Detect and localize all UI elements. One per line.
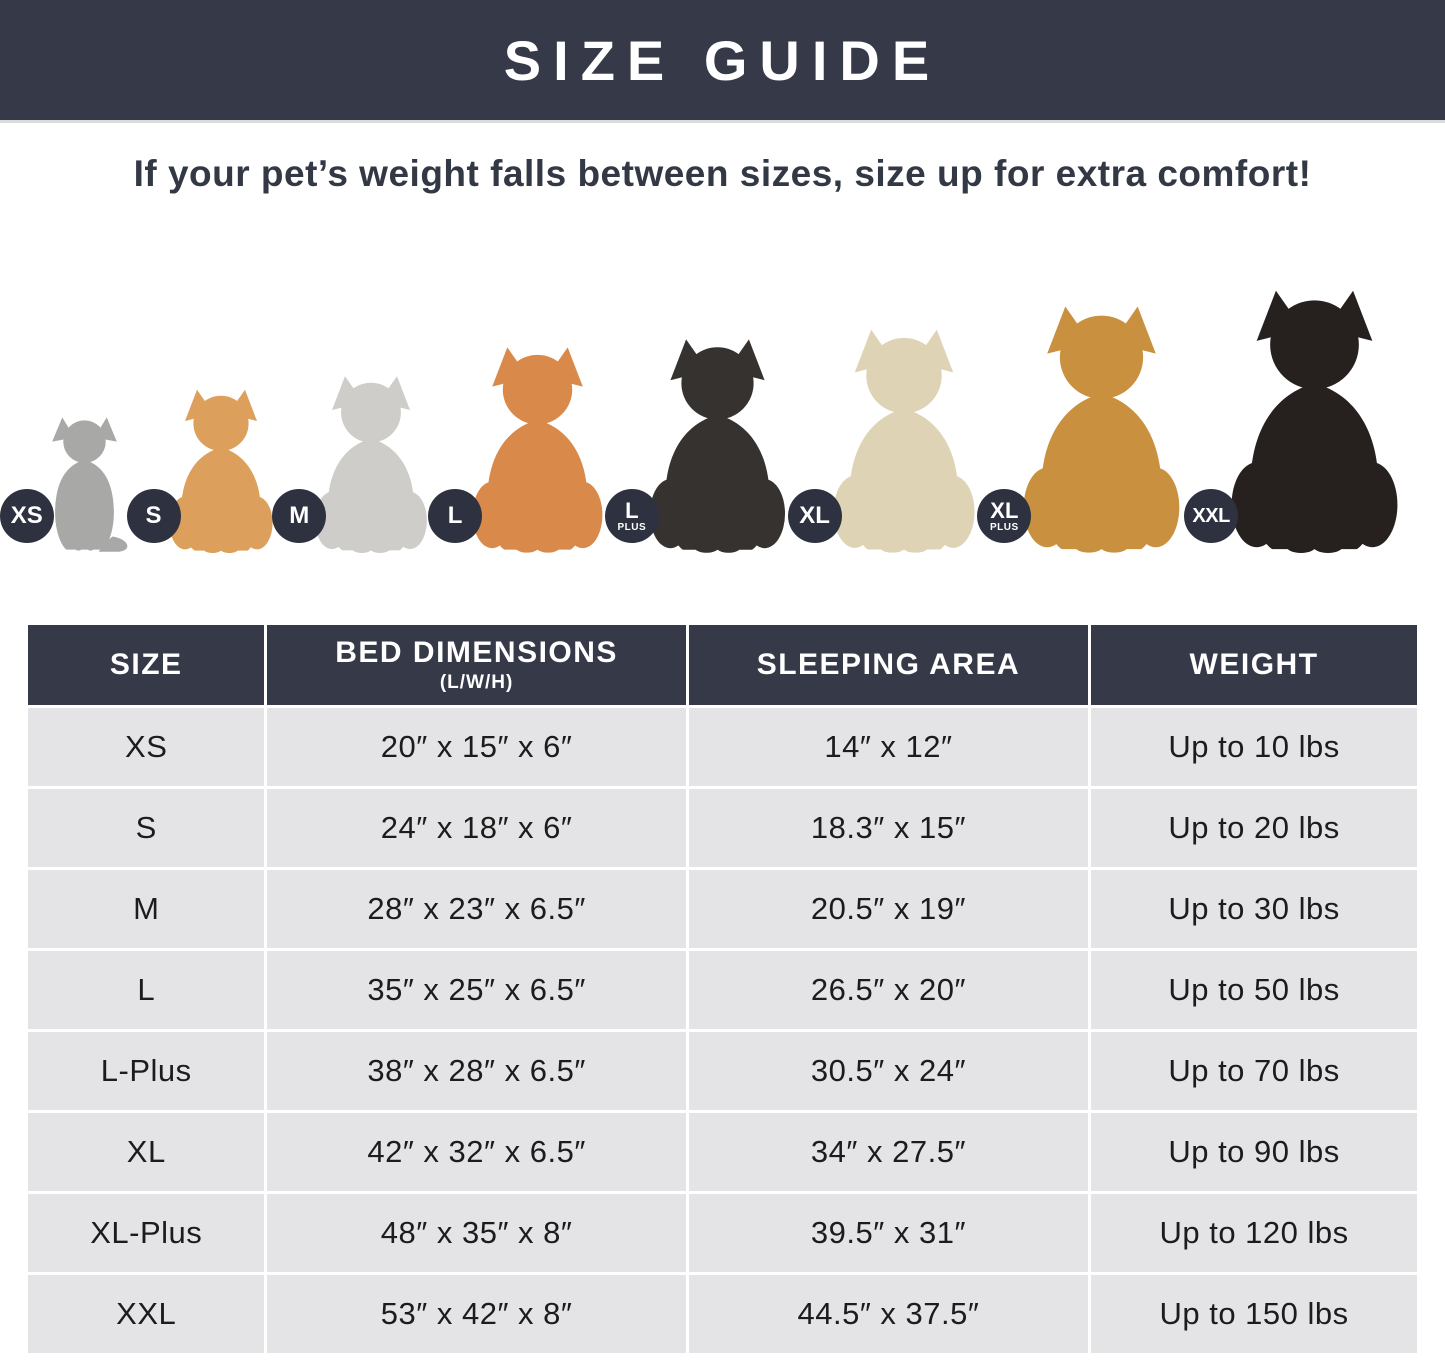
cell-l-plus-weight: Up to 70 lbs bbox=[1091, 1032, 1417, 1110]
cell-xl-plus-weight: Up to 120 lbs bbox=[1091, 1194, 1417, 1272]
cell-s-bed: 24″ x 18″ x 6″ bbox=[267, 789, 685, 867]
size-badge-xl-plus bbox=[977, 489, 1031, 543]
dog-illustration bbox=[1218, 283, 1411, 553]
table-header-weight: WEIGHT bbox=[1091, 625, 1417, 705]
size-badge-xxl bbox=[1184, 489, 1238, 543]
table-header-sleeping-area: SLEEPING AREA bbox=[689, 625, 1088, 705]
cell-l-plus-size: L-Plus bbox=[28, 1032, 264, 1110]
cell-l-bed: 35″ x 25″ x 6.5″ bbox=[267, 951, 685, 1029]
size-badge-xl bbox=[788, 489, 842, 543]
pet-labrador bbox=[799, 323, 986, 553]
table-header-bed-main: BED DIMENSIONS bbox=[335, 636, 618, 669]
dog-illustration bbox=[1011, 299, 1192, 553]
badge-label: L bbox=[625, 497, 639, 523]
pet-figure bbox=[10, 411, 135, 553]
dog-illustration bbox=[462, 341, 613, 553]
size-badge-xs bbox=[0, 489, 54, 543]
cell-l-size: L bbox=[28, 951, 264, 1029]
cell-xl-sleeping: 34″ x 27.5″ bbox=[689, 1113, 1088, 1191]
cell-m-size: M bbox=[28, 870, 264, 948]
pet-french-bulldog bbox=[289, 371, 436, 553]
cell-l-sleeping: 26.5″ x 20″ bbox=[689, 951, 1088, 1029]
pet-pomeranian bbox=[145, 385, 281, 553]
cell-s-sleeping: 18.3″ x 15″ bbox=[689, 789, 1088, 867]
badge-label: M bbox=[289, 502, 310, 529]
cell-xl-bed: 42″ x 32″ x 6.5″ bbox=[267, 1113, 685, 1191]
pet-cat bbox=[10, 411, 135, 553]
cell-xl-plus-sleeping: 39.5″ x 31″ bbox=[689, 1194, 1088, 1272]
cell-m-sleeping: 20.5″ x 19″ bbox=[689, 870, 1088, 948]
badge-label: XL bbox=[799, 502, 830, 529]
cell-xxl-bed: 53″ x 42″ x 8″ bbox=[267, 1275, 685, 1353]
cell-s-weight: Up to 20 lbs bbox=[1091, 789, 1417, 867]
badge-sublabel: PLUS bbox=[990, 521, 1019, 533]
cell-m-bed: 28″ x 23″ x 6.5″ bbox=[267, 870, 685, 948]
cell-xs-bed: 20″ x 15″ x 6″ bbox=[267, 708, 685, 786]
pet-figure bbox=[1192, 283, 1411, 553]
badge-label: S bbox=[145, 502, 162, 529]
cell-xxl-weight: Up to 150 lbs bbox=[1091, 1275, 1417, 1353]
size-badge-s bbox=[127, 489, 181, 543]
cell-xs-weight: Up to 10 lbs bbox=[1091, 708, 1417, 786]
size-badge-l bbox=[428, 489, 482, 543]
pet-shiba-inu bbox=[447, 341, 613, 553]
badge-sublabel: PLUS bbox=[617, 521, 647, 533]
table-header-size: SIZE bbox=[28, 625, 264, 705]
dog-illustration bbox=[161, 385, 281, 553]
dog-illustration bbox=[639, 333, 796, 553]
subtitle: If your pet’s weight falls between sizes, size up for extra comfort! bbox=[133, 153, 1312, 194]
table-header-bed-dimensions bbox=[267, 625, 685, 705]
pets-row bbox=[0, 199, 1445, 559]
cell-xxl-sleeping: 44.5″ x 37.5″ bbox=[689, 1275, 1088, 1353]
pet-figure bbox=[289, 371, 436, 553]
pet-figure bbox=[447, 341, 613, 553]
cell-xl-plus-size: XL-Plus bbox=[28, 1194, 264, 1272]
cell-xs-sleeping: 14″ x 12″ bbox=[689, 708, 1088, 786]
pet-border-collie bbox=[617, 333, 796, 553]
badge-label: L bbox=[447, 502, 463, 529]
cell-xl-weight: Up to 90 lbs bbox=[1091, 1113, 1417, 1191]
cell-l-plus-bed: 38″ x 28″ x 6.5″ bbox=[267, 1032, 685, 1110]
table-header-bed-sub: (L/W/H) bbox=[439, 672, 514, 693]
cell-xl-size: XL bbox=[28, 1113, 264, 1191]
pet-figure bbox=[617, 333, 796, 553]
size-table bbox=[28, 625, 1417, 1353]
size-badge-m bbox=[272, 489, 326, 543]
dog-illustration bbox=[306, 371, 436, 553]
cell-l-plus-sleeping: 30.5″ x 24″ bbox=[689, 1032, 1088, 1110]
dog-illustration bbox=[822, 323, 986, 553]
cell-l-weight: Up to 50 lbs bbox=[1091, 951, 1417, 1029]
pet-figure bbox=[145, 385, 281, 553]
badge-label: XS bbox=[10, 502, 43, 529]
cell-m-weight: Up to 30 lbs bbox=[1091, 870, 1417, 948]
size-guide-banner bbox=[0, 0, 1445, 123]
size-badge-l-plus bbox=[605, 489, 659, 543]
badge-label: XXL bbox=[1192, 505, 1230, 527]
pet-figure bbox=[990, 299, 1192, 553]
pet-figure bbox=[799, 323, 986, 553]
page-title: SIZE GUIDE bbox=[503, 28, 942, 92]
cell-s-size: S bbox=[28, 789, 264, 867]
cell-xxl-size: XXL bbox=[28, 1275, 264, 1353]
pet-doberman bbox=[1192, 283, 1411, 553]
badge-label: XL bbox=[990, 497, 1019, 523]
cell-xs-size: XS bbox=[28, 708, 264, 786]
cell-xl-plus-bed: 48″ x 35″ x 8″ bbox=[267, 1194, 685, 1272]
pet-golden-retriever bbox=[990, 299, 1192, 553]
